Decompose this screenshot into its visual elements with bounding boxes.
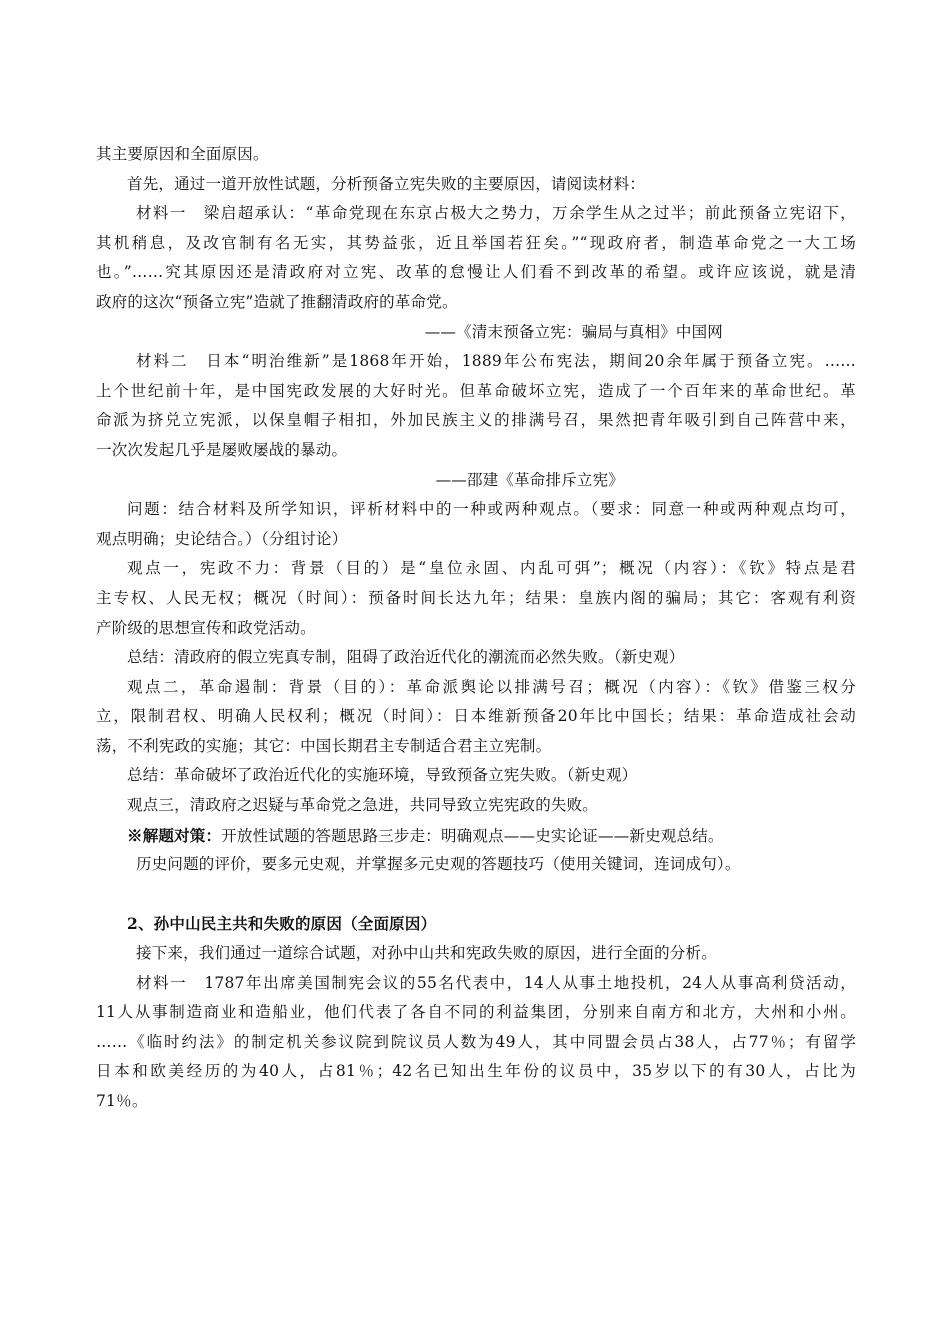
text-line: 历史问题的评价，要多元史观，并掌握多元史观的答题技巧（使用关键词，连词成句）。 [136,855,741,874]
text-line: 产阶级的思想宣传和政党活动。 [96,618,316,637]
document-page [96,140,856,1117]
text-line: 11人从事制造商业和造船业，他们代表了各自不同的利益集团，分别来自南方和北方，大州和小州。 [96,1003,856,1022]
text-line: 政府的这次“预备立宪”造就了推翻清政府的革命党。 [96,292,458,311]
text-line: 71％。 [96,1092,148,1110]
text-line: 首先，通过一道开放性试题，分析预备立宪失败的主要原因，请阅读材料： [127,174,646,193]
strategy-text: 开放性试题的答题思路三步走：明确观点——史实论证——新史观总结。 [221,826,724,845]
text-line: 荡，不利宪政的实施；其它：中国长期君主专制适合君主立宪制。 [96,736,552,755]
text-line: 命派为挤兑立宪派，以保皇帽子相扣，外加民族主义的排满号召，果然把青年吸引到自己阵营中来， [96,411,856,430]
text-line: 观点明确；史论结合。）（分组讨论） [96,529,348,548]
text-line: 一次次发起几乎是屡败屡战的暴动。 [96,440,348,459]
text-line: 材料一 梁启超承认：“革命党现在东京占极大之势力，万余学生从之过半；前此预备立宪诏下， [136,204,856,223]
text-line: 立，限制君权、明确人民权利；概况（时间）：日本维新预备20年比中国长；结果：革命造成社会动 [96,707,856,726]
text-line: ……《临时约法》的制定机关参议院到院议员人数为49人，其中同盟会员占38人，占77％；有留学 [96,1032,856,1051]
blank-line [96,880,856,910]
text-line: 材料二 日本“明治维新”是1868年开始，1889年公布宪法，期间20余年属于预备立宪。…… [136,352,856,371]
text-line: 其主要原因和全面原因。 [96,145,269,163]
text-line: 总结：清政府的假立宪真专制，阻碍了政治近代化的潮流而必然失败。（新史观） [127,648,685,667]
text-line: 材料一 1787年出席美国制宪会议的55名代表中，14人从事土地投机，24人从事高利贷活动， [136,973,856,992]
source-citation: ——《清末预备立宪：骗局与真相》中国网 [424,322,723,341]
text-line: 主专权、人民无权；概况（时间）：预备时间长达九年；结果：皇族内阁的骗局；其它：客观有利资 [96,588,856,607]
section-heading: 2、孙中山民主共和失败的原因（全面原因） [127,914,437,934]
text-line: 上个世纪前十年，是中国宪政发展的大好时光。但革命破坏立宪，造成了一个百年来的革命世纪。革 [96,381,856,400]
text-line: 观点三，清政府之迟疑与革命党之急进，共同导致立宪宪政的失败。 [127,796,599,815]
text-line: 总结：革命破坏了政治近代化的实施环境，导致预备立宪失败。（新史观） [127,766,638,785]
text-line: 接下来，我们通过一道综合试题，对孙中山共和宪政失败的原因，进行全面的分析。 [136,944,717,963]
source-citation: ——邵建《革命排斥立宪》 [435,470,624,489]
text-line: 日本和欧美经历的为40人，占81％；42名已知出生年份的议员中，35岁以下的有30人，占比为 [96,1062,856,1081]
strategy-line [96,821,856,851]
text-line: 其机稍息，及改官制有名无实，其势益张，近且举国若狂矣。”“现政府者，制造革命党之一大工场 [96,233,856,252]
text-line: 观点一，宪政不力：背景（目的）是“皇位永固、内乱可弭”；概况（内容）：《钦》特点是君 [127,559,856,578]
text-line: 问题：结合材料及所学知识，评析材料中的一种或两种观点。（要求：同意一种或两种观点均可， [127,500,856,519]
text-line: 观点二，革命遏制：背景（目的）：革命派舆论以排满号召；概况（内容）：《钦》借鉴三权分 [127,677,856,696]
text-line: 也。”……究其原因还是清政府对立宪、改革的怠慢让人们看不到改革的希望。或许应该说，就是清 [96,263,856,282]
strategy-label: ※解题对策： [127,825,222,845]
